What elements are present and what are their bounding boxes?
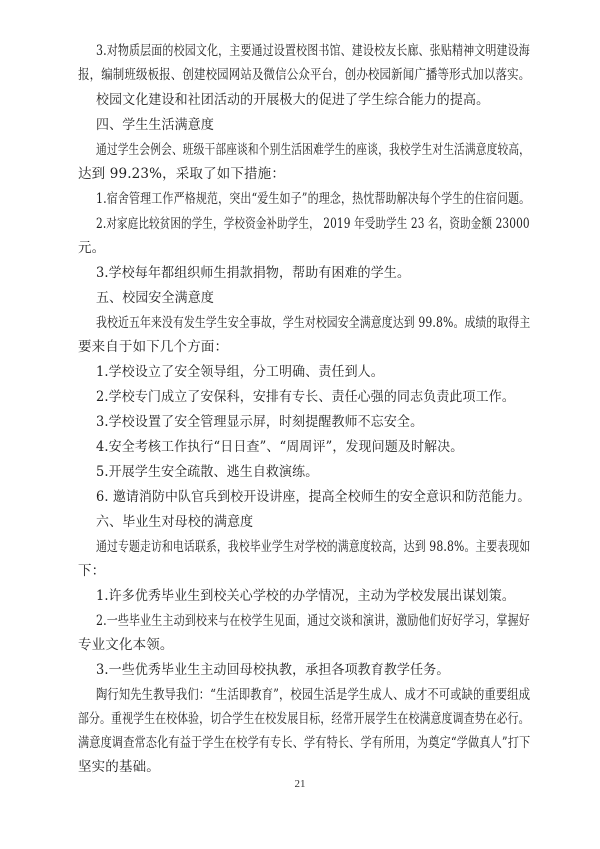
paragraph-line: 满意度调查常态化有益于学生在校学有专长、学有特长、学有所用，为奠定“学做真人”打下 — [78, 735, 531, 751]
list-item: 2.对家庭比较贫困的学生，学校资金补助学生， 2019 年受助学生 23 名，资助金额 23000 — [96, 216, 530, 232]
list-item: 2.学校专门成立了安保科，安排有专长、责任心强的同志负责此项工作。 — [96, 389, 515, 405]
paragraph-line: 我校近五年来没有发生学生安全事故，学生对校园安全满意度达到 99.8%。成绩的取得主 — [96, 315, 531, 331]
list-item: 1.许多优秀毕业生到校关心学校的办学情况，主动为学校发展出谋划策。 — [96, 588, 515, 604]
section-heading: 五、校园安全满意度 — [96, 290, 214, 306]
paragraph-line: 下： — [78, 563, 106, 579]
list-item: 6. 邀请消防中队官兵到校开设讲座，提高全校师生的安全意识和防范能力。 — [96, 489, 531, 505]
section-heading: 六、毕业生对母校的满意度 — [96, 514, 254, 530]
list-item: 5.开展学生安全疏散、逃生自救演练。 — [96, 464, 319, 480]
paragraph-line: 达到 99.23%，采取了如下措施： — [78, 166, 285, 182]
list-item: 专业文化本领。 — [78, 637, 174, 653]
paragraph-line: 坚实的基础。 — [78, 759, 160, 775]
paragraph-line: 3.对物质层面的校园文化，主要通过设置校图书馆、建设校友长廊、张贴精神文明建设海 — [96, 43, 530, 59]
list-item: 3.学校每年都组织师生捐款捐物，帮助有困难的学生。 — [96, 265, 411, 281]
section-heading: 四、学生生活满意度 — [96, 117, 214, 133]
page-number: 21 — [294, 778, 306, 790]
list-item: 3.学校设置了安全管理显示屏，时刻提醒教师不忘安全。 — [96, 414, 424, 430]
paragraph-line: 校园文化建设和社团活动的开展极大的促进了学生综合能力的提高。 — [96, 92, 490, 108]
paragraph-line: 陶行知先生教导我们：“生活即教育”，校园生活是学生成人、成才不可或缺的重要组成 — [96, 687, 531, 703]
list-item: 3.一些优秀毕业生主动回母校执教，承担各项教育教学任务。 — [96, 662, 450, 678]
list-item: 元。 — [78, 240, 106, 256]
paragraph-line: 通过学生会例会、班级干部座谈和个别生活困难学生的座谈，我校学生对生活满意度较高， — [96, 142, 531, 158]
paragraph-line: 通过专题走访和电话联系，我校毕业学生对学校的满意度较高，达到 98.8%。主要表现如 — [96, 539, 531, 555]
paragraph-line: 要来自于如下几个方面： — [78, 339, 229, 355]
list-item: 2.一些毕业生主动到校来与在校学生见面，通过交谈和演讲，激励他们好好学习，掌握好 — [96, 613, 530, 629]
paragraph-line: 部分。重视学生在校体验，切合学生在校发展目标，经常开展学生在校满意度调查势在必行。 — [78, 711, 530, 727]
paragraph-line: 报，编制班级板报、创建校园网站及微信公众平台，创办校园新闻广播等形式加以落实。 — [78, 67, 531, 83]
list-item: 1.学校设立了安全领导组，分工明确、责任到人。 — [96, 364, 384, 380]
list-item: 4.安全考核工作执行“日日查”、“周周评”，发现问题及时解决。 — [96, 439, 464, 455]
list-item: 1.宿舍管理工作严格规范，突出“爱生如子”的理念，热忱帮助解决每个学生的住宿问题。 — [96, 191, 531, 207]
